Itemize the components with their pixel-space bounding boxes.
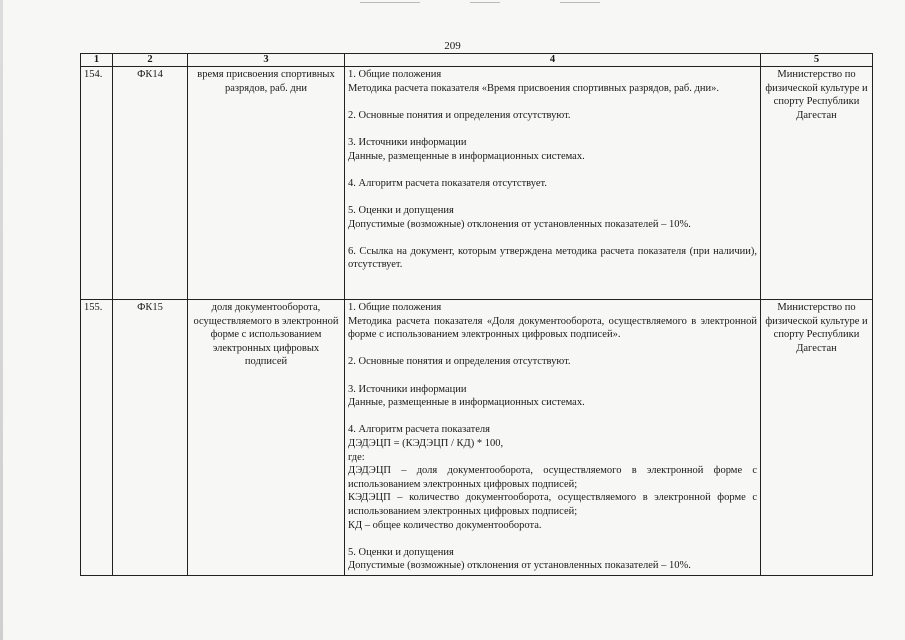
methodology-line: КЭДЭЦП – количество документооборота, осуществляемого в электронной форме с использованием электронных цифровых подписей; [348, 492, 757, 517]
responsible-authority: Министерство по физической культуре и спорту Республики Дагестан [761, 67, 873, 300]
section-gap [348, 369, 757, 383]
methodology-line: 5. Оценки и допущения [348, 204, 454, 216]
methodology-line: 4. Алгоритм расчета показателя [348, 424, 490, 436]
scan-edge [0, 0, 3, 640]
scan-artifact-line [470, 2, 500, 3]
section-gap [348, 95, 757, 109]
table-row [81, 67, 873, 300]
indicator-table [80, 53, 873, 576]
scan-artifact-line [560, 2, 600, 3]
methodology-line: Данные, размещенные в информационных системах. [348, 397, 585, 409]
header-col-2: 2 [113, 54, 188, 67]
methodology-line: 2. Основные понятия и определения отсутствуют. [348, 356, 571, 368]
section-gap [348, 122, 757, 136]
section-gap [348, 410, 757, 424]
header-row [81, 54, 873, 67]
methodology-line: Допустимые (возможные) отклонения от установленных показателей – 10%. [348, 218, 691, 230]
methodology-line: Методика расчета показателя «Время присвоения спортивных разрядов, раб. дни». [348, 82, 719, 94]
methodology-line: ДЭДЭЦП = (КЭДЭЦП / КД) * 100, [348, 437, 504, 449]
methodology-description [345, 67, 761, 300]
scan-artifact-line [360, 2, 420, 3]
row-number: 155. [81, 300, 113, 576]
section-gap [348, 532, 757, 546]
methodology-line: 6. Ссылка на документ, которым утверждена методика расчета показателя (при наличии), отсутствует. [348, 245, 757, 271]
responsible-authority: Министерство по физической культуре и спорту Республики Дагестан [761, 300, 873, 576]
methodology-line: 2. Основные понятия и определения отсутствуют. [348, 109, 571, 121]
methodology-line: ДЭДЭЦП – доля документооборота, осуществляемого в электронной форме с использованием электронных цифровых подписей; [348, 465, 757, 490]
methodology-line: 3. Источники информации [348, 136, 467, 148]
methodology-line: Допустимые (возможные) отклонения от установленных показателей – 10%. [348, 560, 691, 572]
header-col-1: 1 [81, 54, 113, 67]
section-gap [348, 163, 757, 177]
methodology-description [345, 300, 761, 576]
methodology-line: 3. Источники информации [348, 383, 467, 395]
methodology-line: 1. Общие положения [348, 69, 442, 80]
header-col-5: 5 [761, 54, 873, 67]
methodology-line: КД – общее количество документооборота. [348, 519, 542, 531]
methodology-line: 1. Общие положения [348, 302, 442, 313]
indicator-name: время присвоения спортивных разрядов, раб. дни [188, 67, 345, 300]
section-gap [348, 342, 757, 356]
methodology-line: Данные, размещенные в информационных системах. [348, 150, 585, 162]
section-gap [348, 190, 757, 204]
section-gap [348, 231, 757, 245]
indicator-code: ФК15 [113, 300, 188, 576]
table-row [81, 300, 873, 576]
header-col-4: 4 [345, 54, 761, 67]
methodology-line: Методика расчета показателя «Доля документооборота, осуществляемого в электронной форме с использованием электронных цифровых подписей». [348, 315, 757, 341]
indicator-code: ФК14 [113, 67, 188, 300]
indicator-name: доля документооборота, осуществляемого в электронной форме с использованием электронных цифровых подписей [188, 300, 345, 576]
methodology-line: где: [348, 451, 365, 463]
page-number: 209 [444, 40, 461, 52]
methodology-line: 5. Оценки и допущения [348, 546, 454, 558]
row-number: 154. [81, 67, 113, 300]
header-col-3: 3 [188, 54, 345, 67]
methodology-line: 4. Алгоритм расчета показателя отсутствует. [348, 177, 547, 189]
